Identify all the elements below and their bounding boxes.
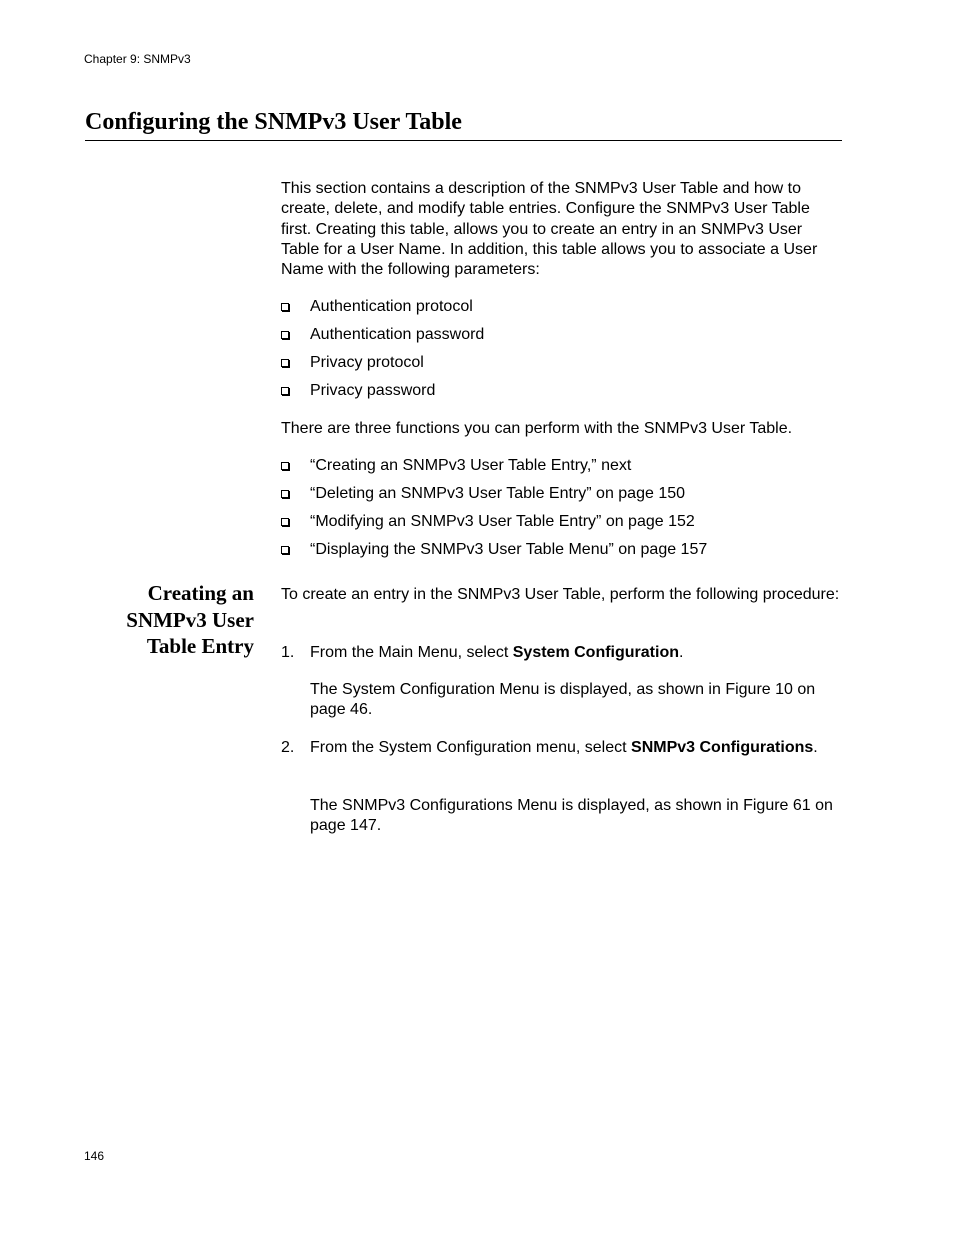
step-result-block [281, 796, 843, 837]
list-item [281, 353, 843, 381]
step-result: The SNMPv3 Configurations Menu is displayed, as shown in Figure 61 on page 147. [310, 797, 833, 835]
step-text: From the System Configuration menu, select [310, 739, 632, 756]
cross-reference-link[interactable]: “Creating an SNMPv3 User Table Entry,” next [310, 457, 632, 474]
checkbox-bullet-icon [281, 303, 289, 311]
page-number: 146 [84, 1149, 105, 1163]
step-number: 1. [281, 644, 295, 661]
functions-intro-block [281, 419, 843, 439]
checkbox-bullet-icon [281, 331, 289, 339]
step-result: The System Configuration Menu is displayed, as shown in Figure 10 on page 46. [310, 681, 816, 719]
subsection-heading-line: Table Entry [146, 634, 254, 658]
checkbox-bullet-icon [281, 490, 289, 498]
checkbox-bullet-icon [281, 546, 289, 554]
list-item-text: Privacy protocol [310, 354, 424, 371]
list-item [281, 456, 843, 484]
list-item [281, 484, 843, 512]
list-item [281, 381, 843, 409]
checkbox-bullet-icon [281, 387, 289, 395]
parameter-list [281, 297, 843, 409]
list-item [281, 325, 843, 353]
intro-block [281, 179, 843, 280]
procedure-step [281, 738, 843, 758]
step-text: From the Main Menu, select [310, 644, 513, 661]
cross-reference-link[interactable]: “Displaying the SNMPv3 User Table Menu” on page 157 [310, 541, 708, 558]
functions-list [281, 456, 843, 568]
running-header: Chapter 9: SNMPv3 [84, 52, 191, 66]
procedure-intro: To create an entry in the SNMPv3 User Table, perform the following procedure: [281, 586, 840, 603]
list-item [281, 540, 843, 568]
list-item-text: Authentication password [310, 326, 485, 343]
step-instruction [281, 738, 843, 758]
subsection-heading [74, 580, 254, 660]
subsection-heading-line: SNMPv3 User [126, 607, 254, 632]
step-result-block [281, 680, 843, 721]
procedure-step [281, 643, 843, 663]
step-instruction [281, 643, 843, 663]
list-item [281, 512, 843, 540]
functions-list-block [281, 456, 843, 568]
subsection-heading-line: Creating an [147, 581, 254, 605]
functions-intro: There are three functions you can perform with the SNMPv3 User Table. [281, 420, 793, 437]
step-text-end: . [678, 644, 684, 661]
checkbox-bullet-icon [281, 359, 289, 367]
cross-reference-link[interactable]: “Modifying an SNMPv3 User Table Entry” on page 152 [310, 513, 695, 530]
menu-option-name: SNMPv3 Configurations [631, 739, 814, 756]
checkbox-bullet-icon [281, 462, 289, 470]
list-item-text: Authentication protocol [310, 298, 473, 315]
step-number: 2. [281, 739, 295, 756]
cross-reference-link[interactable]: “Deleting an SNMPv3 User Table Entry” on page 150 [310, 485, 686, 502]
section-title: Configuring the SNMPv3 User Table [85, 106, 842, 141]
procedure-intro-block [281, 585, 843, 605]
checkbox-bullet-icon [281, 518, 289, 526]
parameter-list-block [281, 297, 843, 409]
list-item-text: Privacy password [310, 382, 436, 399]
menu-option-name: System Configuration [512, 644, 679, 661]
list-item [281, 297, 843, 325]
intro-paragraph: This section contains a description of the SNMPv3 User Table and how to create, delete, and modify table entries. Configure the SNMPv3 User Table first. Creating this table, allows you to create an entry in an SNMPv3 User Table for a User Name. In addition, this table allows you to associate a User Name with the following parameters: [281, 180, 818, 279]
step-text-end: . [813, 739, 818, 756]
